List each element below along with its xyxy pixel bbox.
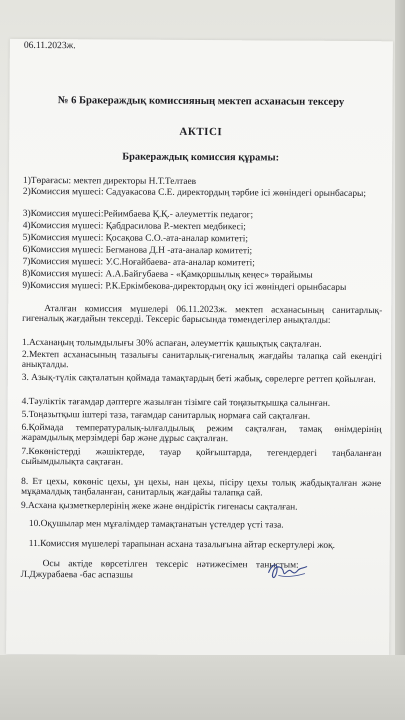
member-line: 3)Комиссия мүшесі:Рейимбаева Қ.Қ.- әлеуметтік педагог; — [22, 208, 254, 221]
act-title: АКТІСІ — [179, 125, 223, 139]
member-line: 8)Комиссия мүшесі: А.А.Байгубаева - «Қамқоршылық кеңес» төрайымы — [22, 268, 313, 281]
handwritten-signature — [265, 558, 311, 582]
finding-item: 5.Тоңазытқыш іштері таза, тағамдар санитарлық нормаға сай сақталған. — [21, 409, 311, 422]
member-line: 4)Комиссия мүшесі: Қабдрасилова Р.-мектеп медбикесі; — [22, 220, 246, 233]
commission-heading: Бракераждық комиссия құрамы: — [122, 151, 280, 164]
member-line: 6)Комиссия мүшесі: Бегманова Д.Н -ата-аналар комитеті; — [22, 244, 253, 257]
member-line: 5)Комиссия мүшесі: Қосақова С.О.-ата-аналар комитеті; — [22, 232, 248, 245]
act-header: № 6 Бракераждық комиссияның мектеп асханасын тексеру — [57, 95, 345, 108]
member-line: 1)Төрағасы: мектеп директоры Н.Т.Телтаев — [22, 175, 197, 187]
signer-name: Л.Джурабаева -бас аспазшы — [20, 569, 133, 581]
finding-item: 4.Тәуліктік тағамдар дәптерге жазылған тізімге сай тоңазытқышқа салынған. — [21, 396, 331, 409]
finding-item: 7.Көкөністерді жәшіктерде, тауар қойғыштарда, тегендердегі таңбаланған сыйымдылықта сақтаған. — [21, 446, 382, 468]
finding-item: 6.Қоймада температуралық-ылғалдылық режим сақталған, тамақ өнімдерінің жарамдылық мерзімдері бар және дұрыс сақталған. — [21, 422, 382, 445]
acknowledgement-line: Осы актіде көрсетілген тексеріс нәтижесімен таныстым: — [42, 559, 299, 571]
intro-paragraph: Аталған комиссия мүшелері 06.11.2023ж. мектеп асханасының санитарлық-гигеналық жағдайын тексерді. Тексеріс барысында төмендегілер анықталды: — [22, 304, 383, 327]
member-line: 9)Комиссия мүшесі: Р.К.Еркімбекова-директордың оқу ісі жөніндегі орынбасары — [22, 280, 347, 293]
background-surface — [0, 655, 405, 720]
finding-item: 11.Комиссия мүшелері тарапынан асхана тазалығына айтар ескертулері жоқ. — [28, 538, 336, 551]
paper-sheet — [6, 39, 393, 656]
background-edge — [395, 0, 405, 720]
document-date: 06.11.2023ж. — [23, 39, 76, 52]
finding-item: 10.Оқушылар мен мұғалімдер тамақтанатын үстелдер үсті таза. — [28, 518, 284, 531]
finding-item: 2.Мектеп асханасының тазалығы санитарлық-гигеналық жағдайы талапқа сай екендігі анықталды. — [21, 349, 382, 371]
finding-item: 8. Ет цехы, көкөніс цехы, ұн цехы, нан цехы, пісіру цехы толық жабдықталған және мұқамалдық таңбаланған, санитарлық жағдайы талапқа сай. — [21, 476, 382, 499]
member-line: 2)Комиссия мүшесі: Садуакасова С.Е. директордың тәрбие ісі жөніндегі орынбасары; — [22, 186, 366, 200]
finding-item: 1.Асханаңың толымдылығы 30% аспаған, әлеуметтік қашықтық сақталған. — [21, 337, 322, 350]
finding-item: 3. Азық-түлік сақталатын қоймада тамақтардың беті жабық, сөрелерге реттеп қойылған. — [21, 372, 376, 386]
member-line: 7)Комиссия мүшесі: У.С.Ноғайбаева- ата-аналар комитеті; — [22, 256, 255, 269]
finding-item: 9.Асхана қызметкерлерінің жеке және өндірістік гигенасы сақталған. — [20, 500, 298, 513]
